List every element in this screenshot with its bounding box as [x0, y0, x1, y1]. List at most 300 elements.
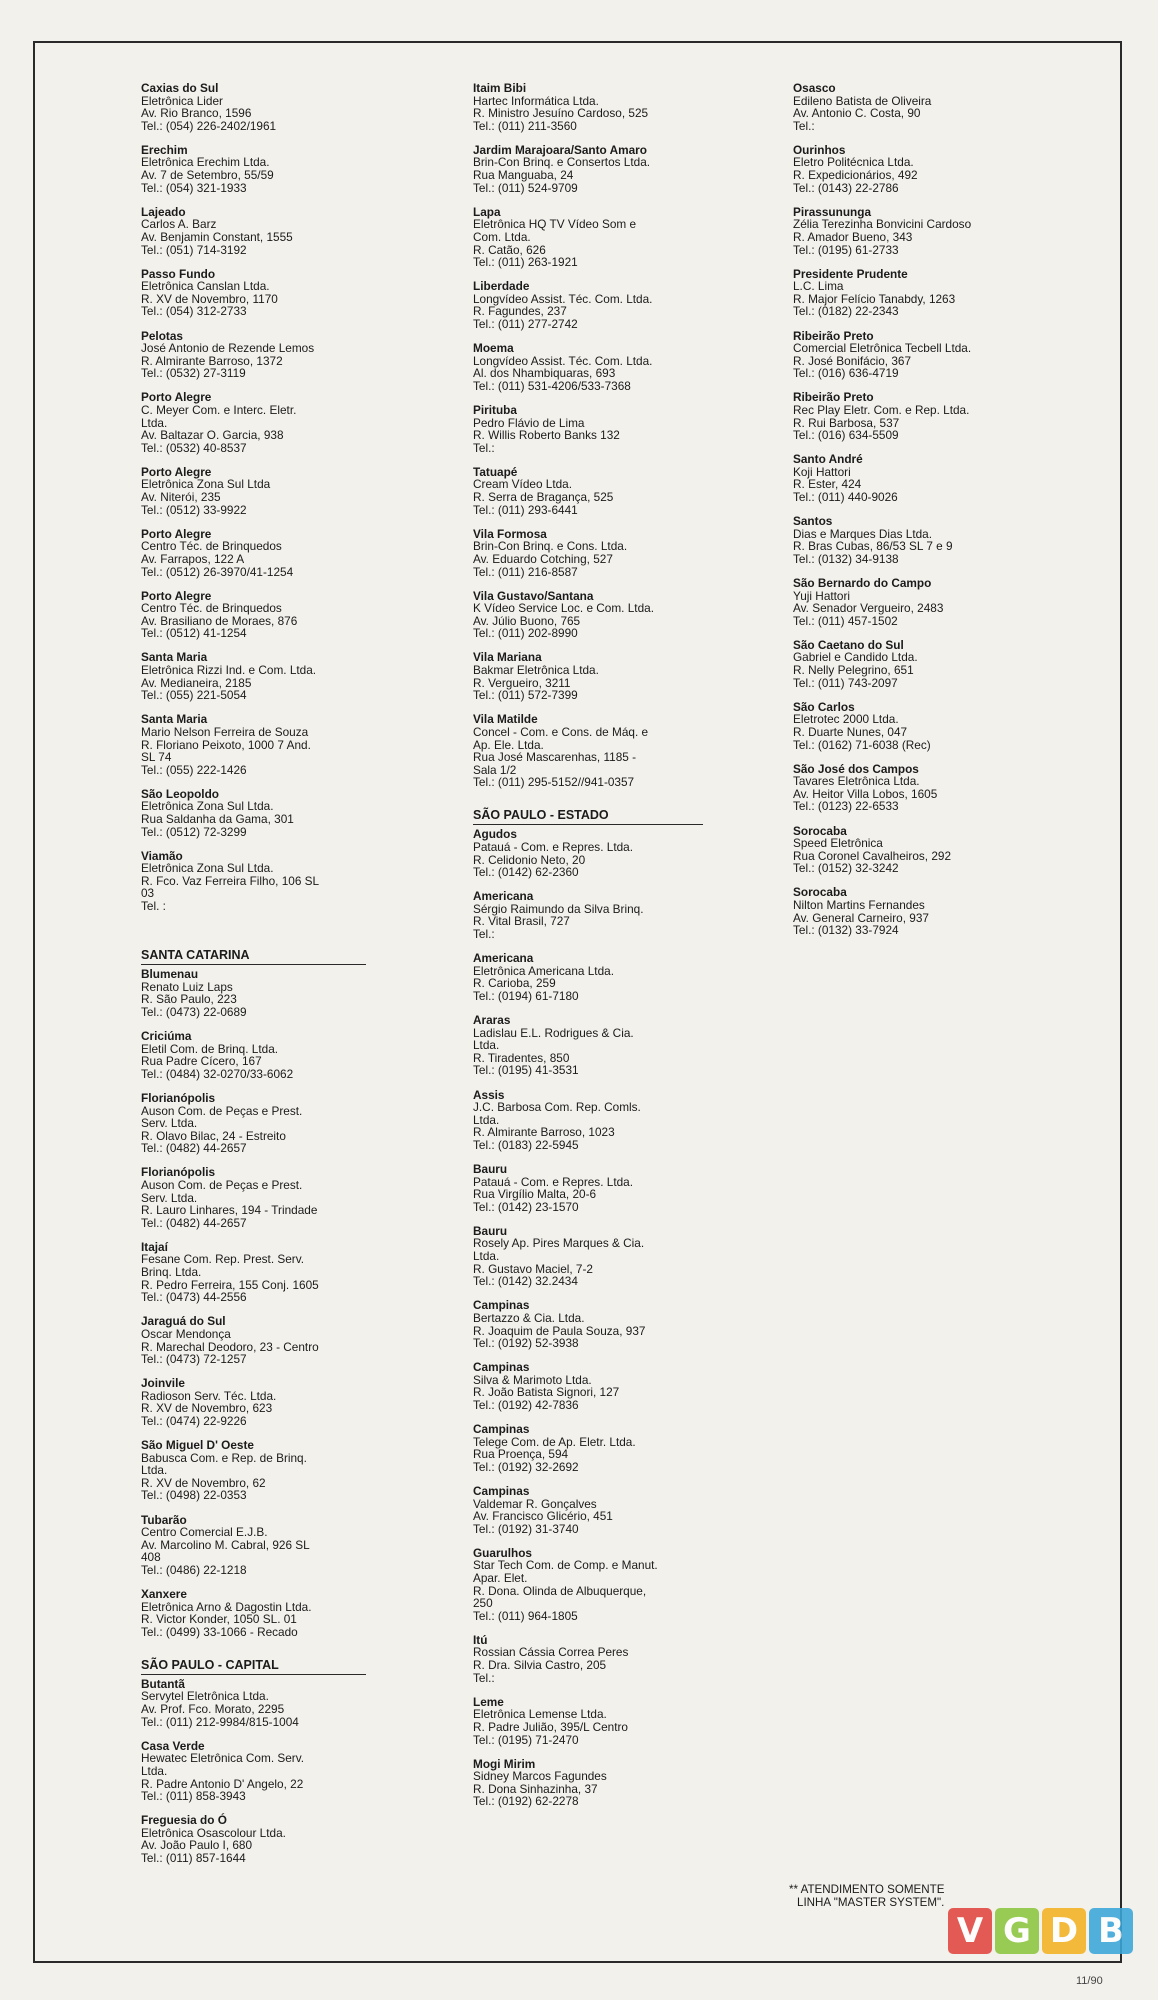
logo-tile: D [1042, 1908, 1086, 1954]
entry-line: R. Marechal Deodoro, 23 - Centro [141, 1339, 319, 1354]
entry-line: Oscar Mendonça [141, 1326, 231, 1341]
entry-line: Tel.: (0512) 72-3299 [141, 824, 247, 839]
entry-line: Patauá - Com. e Repres. Ltda. [473, 840, 633, 854]
entry-line: Gabriel e Candido Ltda. [793, 650, 918, 665]
entry-city: Ribeirão Preto [793, 328, 874, 343]
entry-line: Tel.: (0499) 33-1066 - Recado [141, 1624, 298, 1639]
entry-line: Telege Com. de Ap. Eletr. Ltda. [473, 1434, 636, 1449]
entry-line: Tel.: (0142) 23-1570 [473, 1199, 579, 1214]
entry-line: Av. 7 de Setembro, 55/59 [141, 168, 274, 183]
entry-line: Rua Padre Cícero, 167 [141, 1054, 262, 1069]
entry-line: Patauá - Com. e Repres. Ltda. [473, 1174, 633, 1189]
entry-line: Bakmar Eletrônica Ltda. [473, 663, 599, 678]
entry-line: Eletrônica HQ TV Vídeo Som e [473, 217, 637, 232]
entry-line: Tel.: (011) 858-3943 [141, 1789, 246, 1804]
entry-city: Campinas [473, 1298, 530, 1313]
entry-line: Rua José Mascarenhas, 1185 - [473, 750, 637, 765]
entry-city: Presidente Prudente [793, 266, 908, 281]
directory-entry [793, 639, 1033, 689]
entry-line: Centro Téc. de Brinquedos [141, 539, 282, 554]
entry-line: Speed Eletrônica [793, 836, 883, 851]
directory-entry [141, 528, 366, 578]
entry-line: Tel.: (0195) 71-2470 [473, 1732, 579, 1747]
entry-line: Av. Rio Branco, 1596 [141, 106, 252, 121]
directory-entry [141, 1588, 366, 1638]
entry-line: Eletrônica Canslan Ltda. [141, 279, 270, 294]
entry-line: Tel.: (0482) 44-2657 [141, 1141, 247, 1156]
entry-line: R. Gustavo Maciel, 7-2 [473, 1261, 593, 1276]
entry-city: Moema [473, 341, 514, 356]
entry-line: Ltda. [473, 1038, 500, 1053]
directory-entry [473, 144, 703, 194]
entry-city: Porto Alegre [141, 526, 212, 541]
entry-line: Tel.: [473, 927, 495, 942]
directory-entry [473, 952, 703, 1002]
directory-entry [793, 453, 1033, 503]
entry-line: Tel.: (011) 202-8990 [473, 626, 578, 641]
entry-line: Tel.: (011) 457-1502 [793, 613, 898, 628]
entry-city: Mogi Mirim [473, 1756, 536, 1771]
entry-line: Rua Coronel Cavalheiros, 292 [793, 848, 952, 863]
entry-line: Tel.: (054) 312-2733 [141, 304, 247, 319]
entry-line: Tel.: (0498) 22-0353 [141, 1488, 247, 1503]
entry-line: Tel.: (0152) 32-3242 [793, 861, 899, 876]
section-header-santa-catarina: SANTA CATARINA [141, 948, 366, 965]
entry-line: R. XV de Novembro, 623 [141, 1401, 273, 1416]
entry-city: Araras [473, 1013, 511, 1028]
entry-line: Ltda. [141, 415, 168, 430]
entry-city: Porto Alegre [141, 464, 212, 479]
entry-line: Tel.: (011) 440-9026 [793, 490, 898, 505]
entry-city: Blumenau [141, 967, 199, 982]
column-3 [793, 82, 1033, 948]
entry-line: R. Joaquim de Paula Souza, 937 [473, 1323, 646, 1338]
entry-city: Ribeirão Preto [793, 390, 874, 405]
entry-line: Av. General Carneiro, 937 [793, 910, 929, 925]
directory-entry [793, 330, 1033, 380]
entry-line: Hewatec Eletrônica Com. Serv. [141, 1751, 305, 1766]
entry-line: R. Nelly Pelegrino, 651 [793, 663, 914, 678]
entry-line: Tel.: [793, 118, 815, 133]
entry-line: Rua Virgílio Malta, 20-6 [473, 1187, 597, 1202]
entry-line: R. Amador Bueno, 343 [793, 229, 913, 244]
directory-entry [473, 82, 703, 132]
entry-city: Passo Fundo [141, 266, 216, 281]
entry-line: Com. Ltda. [473, 229, 531, 244]
entry-line: Rec Play Eletr. Com. e Rep. Ltda. [793, 402, 970, 417]
entry-city: Pirituba [473, 402, 517, 417]
entry-line: Fesane Com. Rep. Prest. Serv. [141, 1252, 305, 1267]
entry-line: Av. Francisco Glicério, 451 [473, 1509, 613, 1524]
entry-line: Tel.: (0192) 52-3938 [473, 1336, 579, 1351]
directory-entry [141, 1166, 366, 1229]
entry-line: R. Serra de Bragança, 525 [473, 490, 614, 505]
entry-line: Valdemar R. Gonçalves [473, 1496, 597, 1511]
entry-city: Florianópolis [141, 1090, 216, 1105]
footnote-line-2: LINHA "MASTER SYSTEM". [797, 1896, 945, 1909]
entry-line: Nilton Martins Fernandes [793, 897, 925, 912]
entry-line: R. Expedicionários, 492 [793, 168, 918, 183]
entry-line: C. Meyer Com. e Interc. Eletr. [141, 402, 297, 417]
entry-line: R. Major Felício Tanabdy, 1263 [793, 291, 956, 306]
entry-city: Porto Alegre [141, 588, 212, 603]
directory-entry [473, 1361, 703, 1411]
entry-line: Av. Baltazar O. Garcia, 938 [141, 428, 284, 443]
entry-line: R. Vergueiro, 3211 [473, 675, 571, 690]
entry-line: R. Rui Barbosa, 537 [793, 415, 900, 430]
entry-line: R. Victor Konder, 1050 SL. 01 [141, 1612, 297, 1627]
entry-line: Tel.: (054) 321-1933 [141, 180, 247, 195]
entry-line: Edileno Batista de Oliveira [793, 93, 932, 108]
entry-line: Tel.: (0473) 22-0689 [141, 1004, 247, 1019]
entry-line: Sala 1/2 [473, 762, 517, 777]
entry-city: Vila Matilde [473, 712, 538, 727]
entry-line: Tel.: (055) 222-1426 [141, 762, 247, 777]
entry-line: Tel.: (0162) 71-6038 (Rec) [793, 737, 931, 752]
entry-city: Lapa [473, 204, 501, 219]
directory-entry [473, 1225, 703, 1288]
directory-entry [473, 1423, 703, 1473]
entry-line: R. Duarte Nunes, 047 [793, 724, 908, 739]
entry-line: Tel.: (011) 524-9709 [473, 180, 578, 195]
directory-entry [473, 1634, 703, 1684]
entry-line: Av. Antonio C. Costa, 90 [793, 106, 921, 121]
entry-city: Viamão [141, 848, 183, 863]
entry-city: São Leopoldo [141, 786, 219, 801]
entry-city: Vila Mariana [473, 650, 542, 665]
entry-line: Tel.: (0195) 61-2733 [793, 242, 899, 257]
entry-line: Auson Com. de Peças e Prest. [141, 1177, 303, 1192]
entry-city: São José dos Campos [793, 761, 919, 776]
directory-entry [793, 206, 1033, 256]
entry-line: Tel.: (0486) 22-1218 [141, 1562, 247, 1577]
entry-line: Tel.: (0532) 40-8537 [141, 440, 247, 455]
entry-line: Serv. Ltda. [141, 1190, 198, 1205]
directory-entry [473, 342, 703, 392]
section-header-sao-paulo-capital: SÃO PAULO - CAPITAL [141, 1658, 366, 1675]
directory-entry [793, 763, 1033, 813]
entry-city: Freguesia do Ó [141, 1813, 227, 1828]
spe-listing [473, 828, 703, 1808]
directory-entry [793, 515, 1033, 565]
entry-city: Sorocaba [793, 885, 847, 900]
directory-entry [141, 1814, 366, 1864]
entry-line: Tel.: (011) 293-6441 [473, 502, 578, 517]
directory-entry [141, 1241, 366, 1304]
entry-line: L.C. Lima [793, 279, 844, 294]
entry-line: R. Ester, 424 [793, 477, 862, 492]
entry-line: R. Catão, 626 [473, 242, 546, 257]
entry-line: R. Celidonio Neto, 20 [473, 852, 586, 867]
entry-line: R. Lauro Linhares, 194 - Trindade [141, 1203, 318, 1218]
entry-line: SL 74 [141, 750, 172, 765]
entry-line: R. Tiradentes, 850 [473, 1050, 570, 1065]
directory-entry [141, 1030, 366, 1080]
entry-city: Tubarão [141, 1512, 187, 1527]
entry-line: Av. Senador Vergueiro, 2483 [793, 601, 944, 616]
directory-entry [473, 206, 703, 269]
entry-line: Star Tech Com. de Comp. e Manut. [473, 1558, 658, 1573]
entry-line: R. XV de Novembro, 62 [141, 1475, 266, 1490]
entry-city: Butantã [141, 1676, 185, 1691]
entry-line: R. Almirante Barroso, 1023 [473, 1125, 615, 1140]
section-header-sao-paulo-estado: SÃO PAULO - ESTADO [473, 808, 703, 825]
directory-entry [141, 713, 366, 776]
entry-line: Dias e Marques Dias Ltda. [793, 526, 933, 541]
directory-entry [141, 268, 366, 318]
entry-line: Longvídeo Assist. Téc. Com. Ltda. [473, 353, 653, 368]
entry-line: Tel.: (011) 964-1805 [473, 1608, 578, 1623]
entry-city: Guarulhos [473, 1545, 532, 1560]
entry-line: Tel.: (011) 212-9984/815-1004 [141, 1714, 299, 1729]
entry-line: R. Willis Roberto Banks 132 [473, 428, 620, 443]
directory-entry [141, 1315, 366, 1365]
entry-city: Ourinhos [793, 142, 846, 157]
directory-entry [141, 850, 366, 913]
entry-city: Tatuapé [473, 464, 518, 479]
entry-line: Hartec Informática Ltda. [473, 93, 599, 108]
entry-line: Pedro Flávio de Lima [473, 415, 585, 430]
spc-listing-cont [473, 82, 703, 789]
entry-city: Jardim Marajoara/Santo Amaro [473, 142, 647, 157]
entry-city: Xanxere [141, 1587, 187, 1601]
entry-line: Auson Com. de Peças e Prest. [141, 1103, 303, 1118]
entry-city: Jaraguá do Sul [141, 1314, 226, 1329]
column-2 [473, 82, 703, 1820]
entry-line: Ap. Ele. Ltda. [473, 737, 544, 752]
entry-line: Silva & Marimoto Ltda. [473, 1372, 592, 1387]
entry-line: Brinq. Ltda. [141, 1265, 202, 1280]
entry-city: Caxias do Sul [141, 81, 219, 95]
directory-entry [473, 1163, 703, 1213]
entry-line: R. Fagundes, 237 [473, 304, 567, 319]
entry-line: Tel.: (011) 277-2742 [473, 317, 578, 331]
entry-city: Americana [473, 951, 534, 966]
entry-city: Pelotas [141, 328, 183, 343]
entry-city: Bauru [473, 1161, 508, 1176]
entry-line: R. Pedro Ferreira, 155 Conj. 1605 [141, 1277, 319, 1292]
entry-line: Tel.: (0142) 32.2434 [473, 1274, 578, 1289]
entry-line: Eletrônica Zona Sul Ltda [141, 477, 271, 492]
entry-line: Av. Eduardo Cotching, 527 [473, 551, 613, 566]
entry-line: Centro Téc. de Brinquedos [141, 601, 282, 616]
directory-entry [473, 651, 703, 701]
entry-line: Tel.: (0132) 33-7924 [793, 923, 899, 938]
entry-line: Eletrotec 2000 Ltda. [793, 712, 899, 727]
entry-line: Rua Saldanha da Gama, 301 [141, 812, 294, 826]
logo-tile: V [948, 1908, 992, 1954]
footnote-line-1: ** ATENDIMENTO SOMENTE [789, 1883, 945, 1896]
entry-line: 03 [141, 886, 155, 901]
entry-line: Tel.: (0484) 32-0270/33-6062 [141, 1066, 294, 1081]
directory-entry [793, 82, 1033, 132]
entry-line: R. Fco. Vaz Ferreira Filho, 106 SL [141, 873, 320, 888]
page-number: 11/90 [1076, 1975, 1103, 1987]
entry-line: Tel.: (011) 263-1921 [473, 255, 578, 270]
entry-line: R. Almirante Barroso, 1372 [141, 353, 283, 368]
entry-line: Comercial Eletrônica Tecbell Ltda. [793, 341, 972, 356]
entry-line: Tel.: (0192) 42-7836 [473, 1397, 579, 1412]
directory-entry [473, 1299, 703, 1349]
entry-line: Eletil Com. de Brinq. Ltda. [141, 1041, 279, 1056]
entry-city: Liberdade [473, 279, 530, 294]
directory-entry [473, 1696, 703, 1746]
entry-line: Concel - Com. e Cons. de Máq. e [473, 724, 649, 739]
entry-line: Al. dos Nhambiquaras, 693 [473, 366, 616, 381]
directory-entry [793, 577, 1033, 627]
directory-entry [141, 651, 366, 701]
entry-city: Casa Verde [141, 1738, 205, 1753]
entry-line: R. Ministro Jesuíno Cardoso, 525 [473, 106, 649, 121]
entry-line: Eletrônica Zona Sul Ltda. [141, 799, 274, 814]
entry-line: Sérgio Raimundo da Silva Brinq. [473, 901, 644, 916]
directory-entry [141, 1377, 366, 1427]
entry-line: Tel.: (011) 531-4206/533-7368 [473, 378, 631, 393]
entry-line: R. Padre Julião, 395/L Centro [473, 1719, 628, 1734]
directory-entry [793, 268, 1033, 318]
entry-line: Eletrônica Rizzi Ind. e Com. Ltda. [141, 663, 317, 678]
entry-line: R. Olavo Bilac, 24 - Estreito [141, 1128, 286, 1143]
logo-tile: B [1089, 1908, 1133, 1954]
entry-line: R. Floriano Peixoto, 1000 7 And. [141, 737, 311, 752]
entry-city: Itú [473, 1632, 488, 1647]
entry-line: R. João Batista Signori, 127 [473, 1385, 620, 1400]
directory-entry [793, 825, 1033, 875]
directory-entry [473, 280, 703, 330]
entry-line: Eletrônica Arno & Dagostin Ltda. [141, 1599, 312, 1614]
entry-line: Av. Farrapos, 122 A [141, 551, 245, 566]
entry-line: Rossian Cássia Correa Peres [473, 1645, 629, 1660]
footnote [789, 1883, 944, 1909]
entry-line: Tel. : [141, 899, 166, 914]
entry-line: Eletrônica Americana Ltda. [473, 963, 614, 978]
entry-line: R. Padre Antonio D' Angelo, 22 [141, 1776, 304, 1791]
entry-line: R. São Paulo, 223 [141, 992, 237, 1007]
entry-line: Tel.: (0473) 44-2556 [141, 1290, 247, 1305]
entry-city: São Bernardo do Campo [793, 576, 932, 590]
directory-entry [473, 1014, 703, 1077]
entry-line: Tel.: (0194) 61-7180 [473, 988, 579, 1003]
entry-line: Tel.: (011) 216-8587 [473, 564, 578, 579]
entry-city: Lajeado [141, 204, 186, 219]
directory-entry [473, 890, 703, 940]
entry-line: Bertazzo & Cia. Ltda. [473, 1310, 585, 1325]
entry-city: Leme [473, 1694, 504, 1709]
entry-line: Renato Luiz Laps [141, 979, 233, 994]
entry-line: Yuji Hattori [793, 588, 851, 603]
entry-line: Av. Marcolino M. Cabral, 926 SL [141, 1537, 310, 1552]
entry-line: Babusca Com. e Rep. de Brinq. [141, 1450, 307, 1465]
entry-line: Sidney Marcos Fagundes [473, 1769, 607, 1784]
entry-city: São Carlos [793, 699, 855, 714]
entry-city: São Miguel D' Oeste [141, 1438, 254, 1453]
entry-line: Tel.: [473, 440, 495, 455]
directory-entry [141, 1439, 366, 1502]
entry-line: Ltda. [473, 1112, 500, 1127]
entry-line: Tel.: (0142) 62-2360 [473, 865, 579, 880]
entry-line: Cream Vídeo Ltda. [473, 477, 573, 492]
entry-city: Sorocaba [793, 823, 847, 838]
entry-line: Tel.: (0192) 32-2692 [473, 1459, 579, 1474]
spe-listing-cont [793, 82, 1033, 937]
entry-line: Tel.: (0182) 22-2343 [793, 304, 899, 319]
entry-line: Rosely Ap. Pires Marques & Cia. [473, 1236, 645, 1251]
entry-line: Tel.: (0532) 27-3119 [141, 366, 246, 381]
directory-entry [473, 713, 703, 789]
directory-entry [141, 788, 366, 838]
entry-line: Tel.: (0183) 22-5945 [473, 1137, 579, 1152]
entry-line: R. Vital Brasil, 727 [473, 914, 570, 929]
entry-line: Tel.: (0512) 33-9922 [141, 502, 247, 517]
entry-line: Av. João Paulo I, 680 [141, 1838, 253, 1853]
directory-entry [141, 391, 366, 454]
entry-city: Agudos [473, 827, 517, 842]
entry-line: Rua Manguaba, 24 [473, 168, 574, 183]
directory-entry [793, 701, 1033, 751]
directory-entry [793, 391, 1033, 441]
directory-entry [141, 968, 366, 1018]
entry-line: R. Dona. Olinda de Albuquerque, [473, 1583, 647, 1598]
entry-line: Av. Benjamin Constant, 1555 [141, 229, 293, 244]
entry-line: Tel.: (0192) 62-2278 [473, 1794, 579, 1809]
directory-entry [473, 1485, 703, 1535]
directory-entry [473, 528, 703, 578]
directory-entry [141, 590, 366, 640]
entry-line: Rua Proença, 594 [473, 1447, 569, 1462]
entry-line: Ltda. [141, 1763, 168, 1778]
entry-line: Ltda. [141, 1463, 168, 1478]
sc-listing [141, 968, 366, 1638]
directory-entry [473, 590, 703, 640]
entry-line: R. Dra. Silvia Castro, 205 [473, 1658, 607, 1673]
entry-city: Campinas [473, 1360, 530, 1375]
rs-listing [141, 82, 366, 913]
entry-city: Santos [793, 514, 833, 529]
entry-line: Tel.: (0195) 41-3531 [473, 1063, 579, 1078]
entry-line: Radioson Serv. Téc. Ltda. [141, 1388, 277, 1403]
entry-line: Eletro Politécnica Ltda. [793, 155, 914, 170]
entry-line: Eletrônica Erechim Ltda. [141, 155, 270, 170]
entry-city: Americana [473, 889, 534, 904]
entry-line: Tavares Eletrônica Ltda. [793, 774, 920, 789]
entry-line: Av. Medianeira, 2185 [141, 675, 252, 690]
entry-line: R. XV de Novembro, 1170 [141, 291, 278, 306]
entry-city: Florianópolis [141, 1165, 216, 1180]
entry-line: Apar. Elet. [473, 1571, 528, 1585]
entry-line: K Vídeo Service Loc. e Com. Ltda. [473, 601, 654, 616]
entry-city: Bauru [473, 1223, 508, 1238]
entry-line: Av. Prof. Fco. Morato, 2295 [141, 1702, 285, 1717]
entry-line: Tel.: [473, 1670, 495, 1685]
entry-line: Tel.: (011) 572-7399 [473, 688, 578, 703]
entry-line: Centro Comercial E.J.B. [141, 1525, 268, 1540]
entry-line: Longvídeo Assist. Téc. Com. Ltda. [473, 291, 653, 306]
directory-entry [473, 1547, 703, 1623]
entry-line: Tel.: (0512) 41-1254 [141, 626, 247, 641]
entry-line: Tel.: (0143) 22-2786 [793, 180, 899, 195]
entry-line: R. José Bonifácio, 367 [793, 353, 912, 368]
entry-line: Brin-Con Brinq. e Cons. Ltda. [473, 539, 628, 554]
entry-city: Santo André [793, 452, 863, 467]
entry-city: Campinas [473, 1483, 530, 1498]
entry-city: Itajaí [141, 1239, 168, 1254]
entry-line: Servytel Eletrônica Ltda. [141, 1689, 269, 1704]
entry-city: Joinvile [141, 1376, 185, 1391]
vgdb-watermark-logo [948, 1908, 1133, 1954]
entry-line: R. Dona Sinhazinha, 37 [473, 1781, 598, 1796]
column-1 [141, 82, 366, 1876]
entry-line: Av. Heitor Villa Lobos, 1605 [793, 786, 938, 801]
